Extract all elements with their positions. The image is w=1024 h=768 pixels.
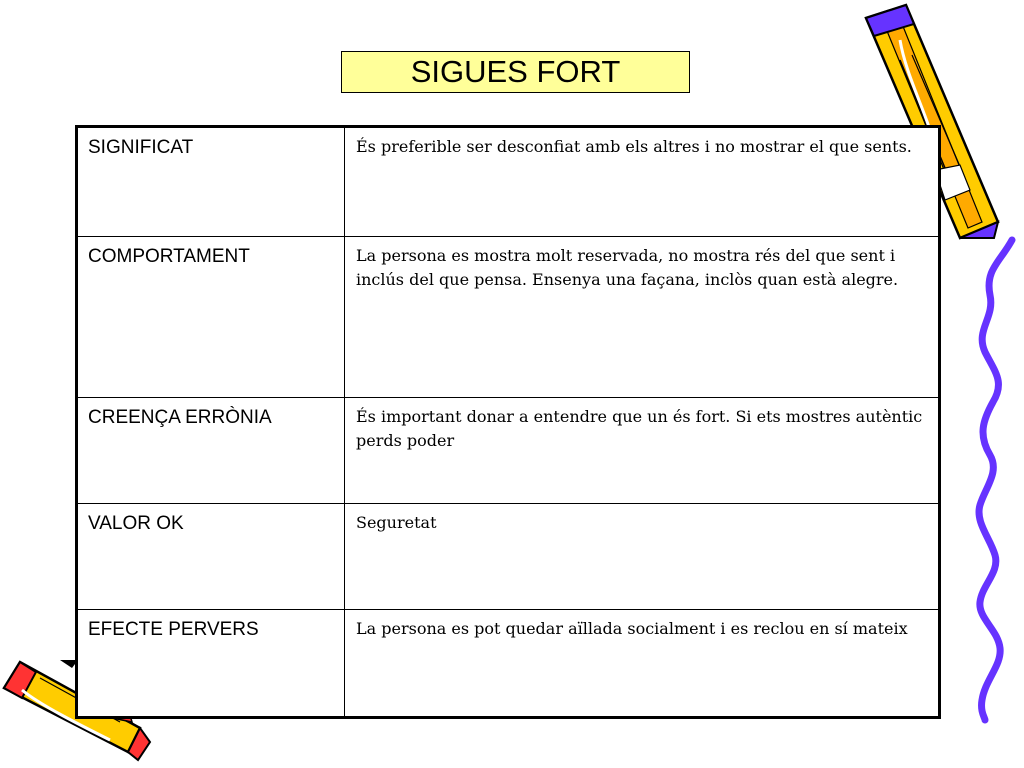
row-value: La persona es pot quedar aïllada socialment i es reclou en sí mateix [345,610,939,718]
row-value: La persona es mostra molt reservada, no mostra rés del que sent i inclús del que pensa. Ensenya una façana, inclòs quan està alegre. [345,237,939,398]
row-label: COMPORTAMENT [78,237,345,398]
table-row [78,398,939,504]
row-label: SIGNIFICAT [78,128,345,237]
row-label: VALOR OK [78,504,345,610]
table-row [78,504,939,610]
page-title: SIGUES FORT [341,51,690,93]
row-label: EFECTE PERVERS [78,610,345,718]
squiggle-line-icon [979,240,1012,720]
table-row [78,128,939,237]
row-label: CREENÇA ERRÒNIA [78,398,345,504]
row-value: Seguretat [345,504,939,610]
table-row [78,237,939,398]
row-value: És preferible ser desconfiat amb els altres i no mostrar el que sents. [345,128,939,237]
table-row [78,610,939,718]
row-value: És important donar a entendre que un és fort. Si ets mostres autèntic perds poder [345,398,939,504]
info-table [77,127,939,718]
